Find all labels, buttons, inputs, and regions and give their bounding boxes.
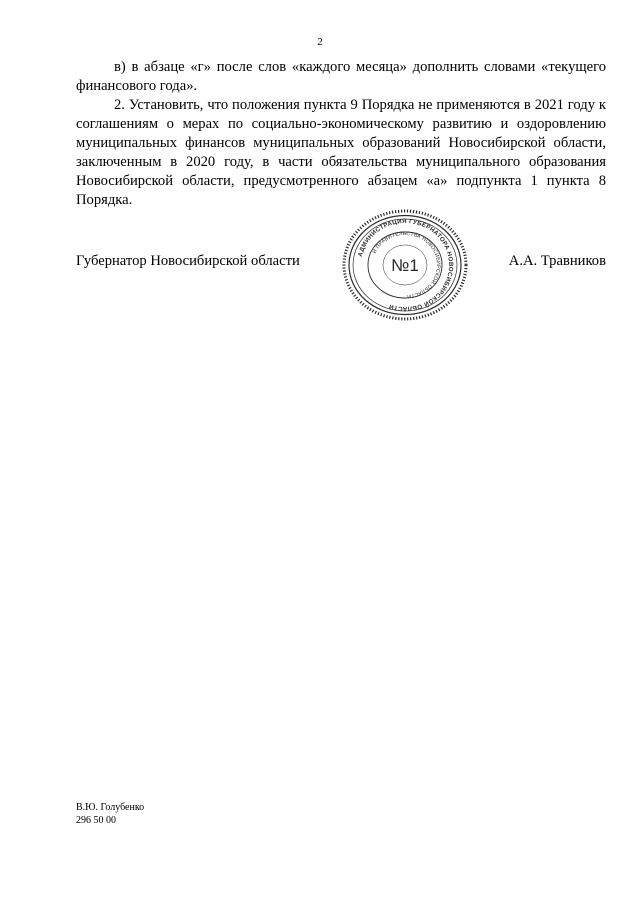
signatory-title: Губернатор Новосибирской области (76, 253, 300, 269)
seal-outer-text: АДМИНИСТРАЦИЯ ГУБЕРНАТОРА НОВОСИБИРСКОЙ ОБЛАСТИ (356, 217, 455, 313)
seal-inner-text: И ПРАВИТЕЛЬСТВА НОВОСИБИРСКОЙ ОБЛАСТИ (371, 230, 442, 299)
document-footer (76, 801, 144, 827)
paragraph-item-2: 2. Установить, что положения пункта 9 Порядка не применяются в 2021 году к соглашениям о мерах по социально-экономическому развитию и оздоровлению муниципальных финансов муниципальных образований Новосибирской области, заключенным в 2020 году, в части обязательства муниципального образования Новосибирской области, предусмотренного абзацем «а» подпункта 1 пункта 8 Порядка. (76, 97, 606, 208)
signatory-name: А.А. Травников (508, 253, 606, 269)
author-phone: 296 50 00 (76, 815, 116, 826)
page-number: 2 (317, 36, 323, 48)
official-seal-stamp (340, 208, 470, 322)
seal-icon (340, 208, 470, 322)
paragraph-amendment-v: в) в абзаце «г» после слов «каждого месяца» дополнить словами «текущего финансового года». (76, 59, 606, 94)
author-name: В.Ю. Голубенко (76, 802, 145, 813)
document-body (76, 58, 606, 210)
seal-number: №1 (391, 256, 419, 275)
